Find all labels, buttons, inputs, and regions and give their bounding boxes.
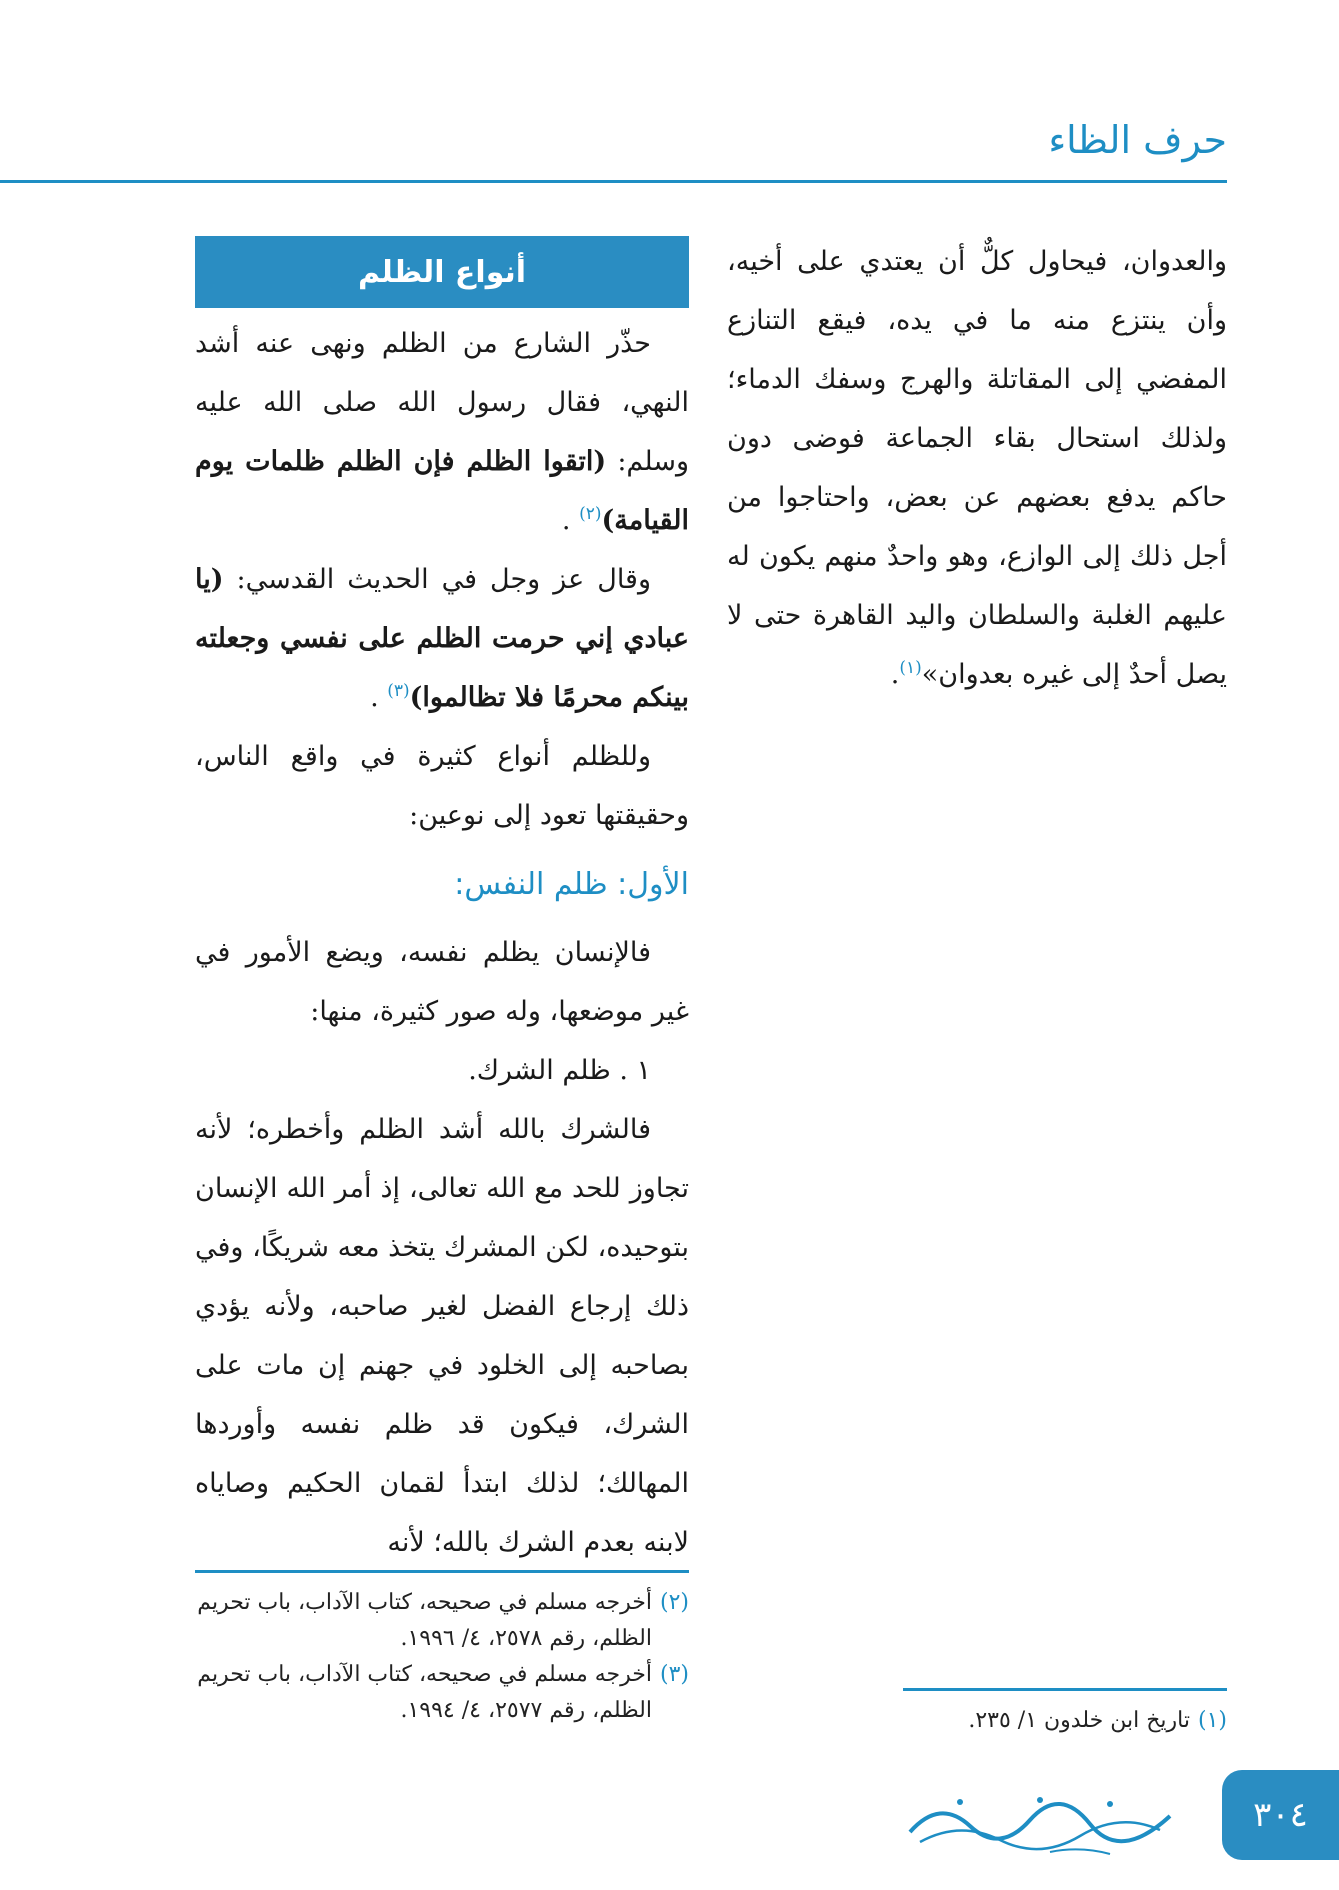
left-column (195, 236, 689, 1572)
encyclopedia-logo (900, 1780, 1180, 1860)
hadith-quote-2: (يا عبادي إني حرمت الظلم على نفسي وجعلته بينكم محرمًا فلا تظالموا) (195, 564, 689, 713)
footnote-ref-2[interactable]: (٢) (579, 504, 602, 524)
footnote-number: (٣) (659, 1662, 689, 1687)
footnote-text: أخرجه مسلم في صحيحه، كتاب الآداب، باب تحريم الظلم، رقم ٢٥٧٧، ٤/ ١٩٩٤. (197, 1662, 652, 1723)
paragraph-1 (195, 314, 689, 550)
page-number: ٣٠٤ (1253, 1795, 1308, 1835)
footnote-ref-1[interactable]: (١) (899, 658, 922, 678)
paragraph-1-end: . (561, 505, 580, 536)
subheading-self-oppression: الأول: ظلم النفس: (454, 867, 689, 902)
paragraph-2-end: . (370, 682, 388, 713)
paragraph-4: فالإنسان يظلم نفسه، ويضع الأمور في غير موضعها، وله صور كثيرة، منها: (195, 937, 689, 1027)
right-column-paragraph (727, 232, 1227, 704)
footnote-number: (٢) (659, 1590, 689, 1615)
footnote-number: (١) (1197, 1708, 1227, 1733)
footnotes-left (195, 1570, 689, 1729)
section-title: أنواع الظلم (357, 254, 527, 290)
page-number-tab (1222, 1770, 1339, 1860)
header-rule (0, 180, 1227, 183)
paragraph-2-text: وقال عز وجل في الحديث القدسي: (223, 564, 651, 595)
hadith-quote-1: (اتقوا الظلم فإن الظلم ظلمات يوم القيامة) (195, 446, 689, 536)
footnote-item (195, 1657, 689, 1729)
footnote-text: تاريخ ابن خلدون ١/ ٢٣٥. (968, 1708, 1190, 1733)
footnote-item (903, 1703, 1227, 1739)
footnote-rule-right (903, 1688, 1227, 1691)
right-column (727, 232, 1227, 704)
footnote-rule-left (195, 1570, 689, 1573)
paragraph-1-text: حذّر الشارع من الظلم ونهى عنه أشد النهي، فقال رسول الله صلى الله عليه وسلم: (195, 328, 689, 477)
paragraph-3: وللظلم أنواع كثيرة في واقع الناس، وحقيقتها تعود إلى نوعين: (195, 741, 689, 831)
paragraph-5: فالشرك بالله أشد الظلم وأخطره؛ لأنه تجاوز للحد مع الله تعالى، إذ أمر الله الإنسان بتوحيده، لكن المشرك يتخذ معه شريكًا، وفي ذلك إرجاع الفضل لغير صاحبه، ولأنه يؤدي بصاحبه إلى الخلود في جهنم إن مات على الشرك، فيكون قد ظلم نفسه وأوردها المهالك؛ لذلك ابتدأ لقمان الحكيم وصاياه لابنه بعدم الشرك بالله؛ لأنه (195, 1114, 689, 1558)
footnote-text: أخرجه مسلم في صحيحه، كتاب الآداب، باب تحريم الظلم، رقم ٢٥٧٨، ٤/ ١٩٩٦. (197, 1590, 652, 1651)
right-paragraph-text: والعدوان، فيحاول كلٌّ أن يعتدي على أخيه، وأن ينتزع منه ما في يده، فيقع التنازع المفضي إلى المقاتلة والهرج وسفك الدماء؛ ولذلك استحال بقاء الجماعة فوضى دون حاكم يدفع بعضهم عن بعض، واحتاجوا من أجل ذلك إلى الوازع، وهو واحدٌ منهم يكون له عليهم الغلبة والسلطان واليد القاهرة حتى لا يصل أحدٌ إلى غيره بعدوان» (727, 246, 1227, 690)
paragraph-2 (195, 550, 689, 727)
running-header-title: حرف الظاء (1048, 118, 1227, 162)
footnote-ref-3[interactable]: (٣) (387, 681, 410, 701)
right-paragraph-end: . (890, 659, 900, 690)
footnotes-right (903, 1688, 1227, 1739)
list-item-shirk: ١ . ظلم الشرك. (468, 1055, 651, 1086)
footnote-item (195, 1585, 689, 1657)
section-title-box (195, 236, 689, 308)
